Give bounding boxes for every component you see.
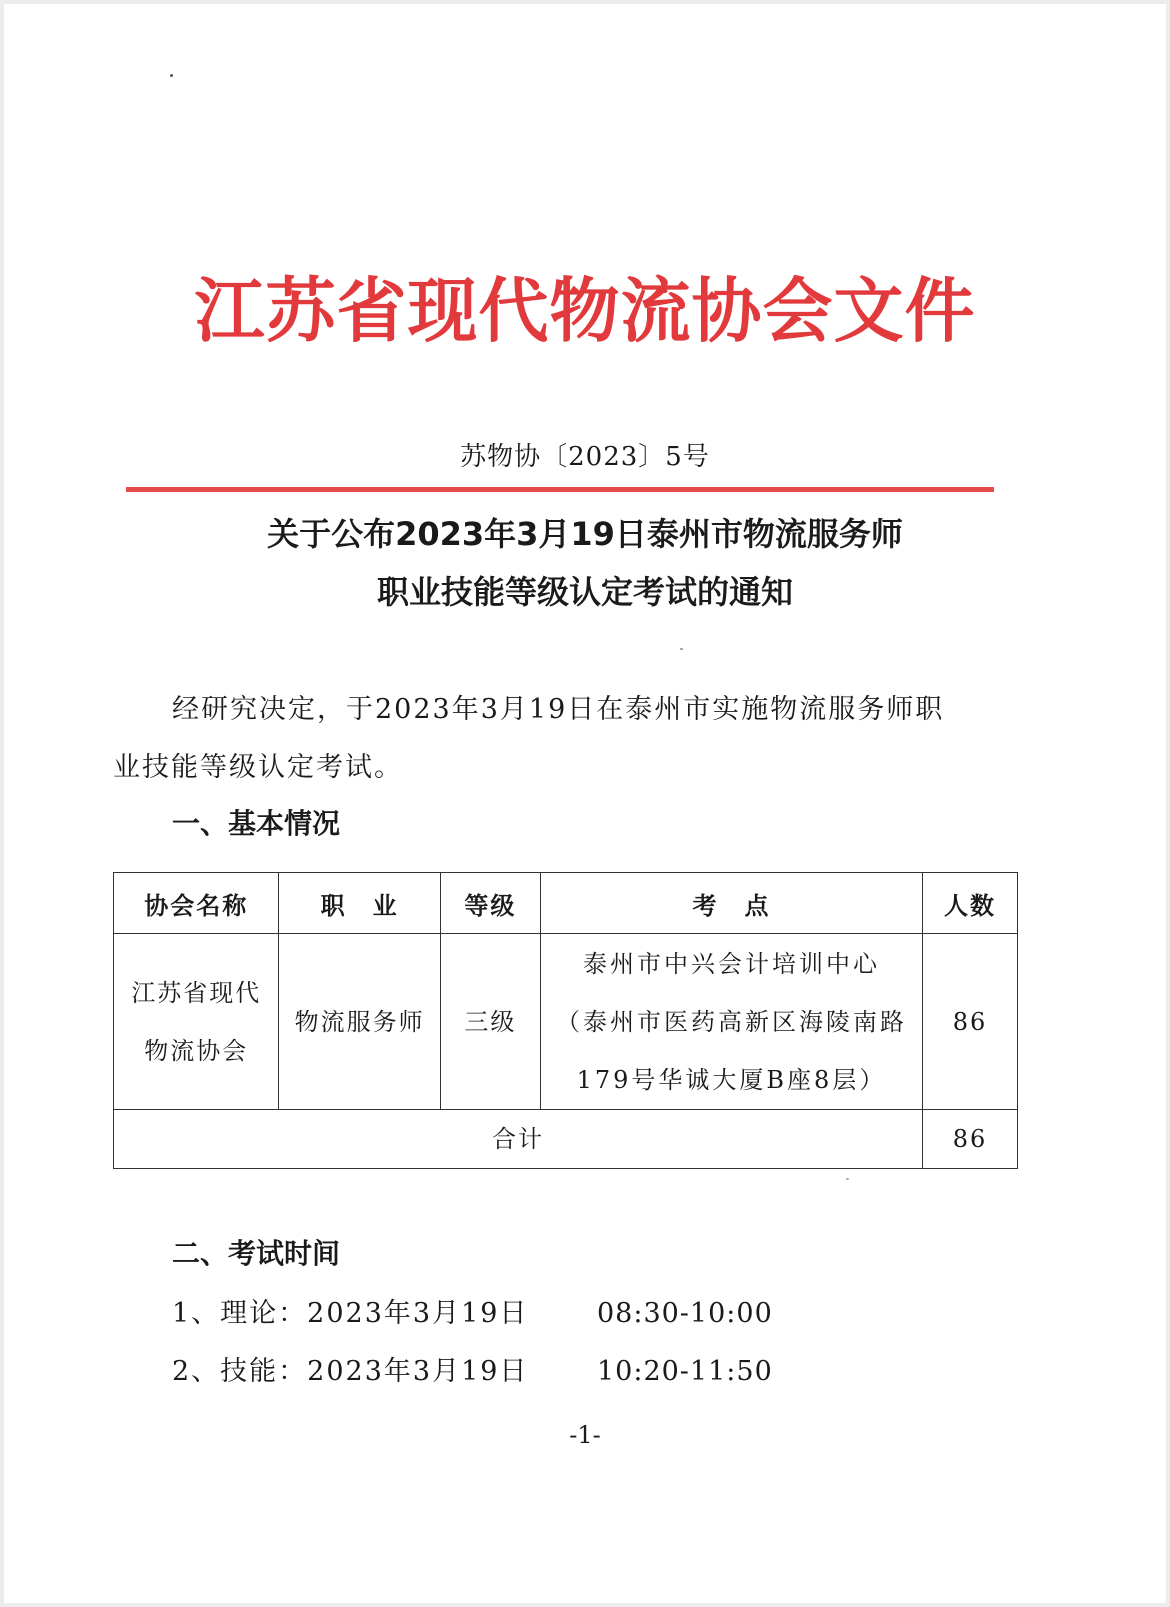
table-row	[114, 934, 1018, 1110]
intro-paragraph-line1: 经研究决定，于2023年3月19日在泰州市实施物流服务师职	[172, 694, 945, 725]
scan-speck	[680, 648, 683, 650]
notice-title-line2: 职业技能等级认定考试的通知	[376, 573, 793, 611]
exam-site-line1: 泰州市中兴会计培训中心	[582, 949, 880, 978]
intro-paragraph-line2: 业技能等级认定考试。	[113, 752, 403, 783]
document-page	[4, 4, 1166, 1603]
column-header-count: 人数	[922, 873, 1017, 934]
exam-time-theory	[172, 1294, 773, 1334]
exam-site-line2: （泰州市医药高新区海陵南路	[555, 1007, 907, 1036]
org-document-header: 江苏省现代物流协会文件	[194, 270, 976, 352]
red-divider-line	[126, 487, 994, 492]
cell-count: 86	[922, 934, 1017, 1110]
document-number: 苏物协〔2023〕5号	[460, 442, 710, 472]
column-header-exam-site: 考 点	[540, 873, 922, 934]
page-number: -1-	[569, 1421, 601, 1449]
scan-speck	[170, 74, 173, 77]
table-header-row	[114, 873, 1018, 934]
exam-site-line3: 179号华诚大厦B座8层）	[576, 1065, 887, 1094]
table-total-row	[114, 1110, 1018, 1169]
section-heading-exam-time: 二、考试时间	[172, 1237, 341, 1270]
column-header-occupation: 职 业	[279, 873, 440, 934]
column-header-level: 等级	[440, 873, 540, 934]
exam-time-skill-value: 10:20-11:50	[597, 1356, 773, 1387]
cell-occupation: 物流服务师	[279, 934, 440, 1110]
notice-title-line1: 关于公布2023年3月19日泰州市物流服务师	[267, 515, 903, 553]
association-line2: 物流协会	[144, 1036, 249, 1065]
cell-level: 三级	[440, 934, 540, 1110]
total-count: 86	[922, 1110, 1017, 1169]
cell-association	[114, 934, 279, 1110]
exam-time-skill	[172, 1352, 773, 1392]
total-label: 合计	[114, 1110, 923, 1169]
section-heading-basic-info: 一、基本情况	[172, 807, 341, 840]
scan-speck	[846, 1178, 849, 1180]
exam-time-theory-value: 08:30-10:00	[597, 1298, 773, 1329]
column-header-association: 协会名称	[114, 873, 279, 934]
cell-exam-site	[540, 934, 922, 1110]
exam-time-theory-label: 1、理论：2023年3月19日	[172, 1298, 529, 1329]
association-line1: 江苏省现代	[131, 978, 262, 1007]
basic-info-table	[113, 872, 1018, 1169]
exam-time-skill-label: 2、技能：2023年3月19日	[172, 1356, 529, 1387]
